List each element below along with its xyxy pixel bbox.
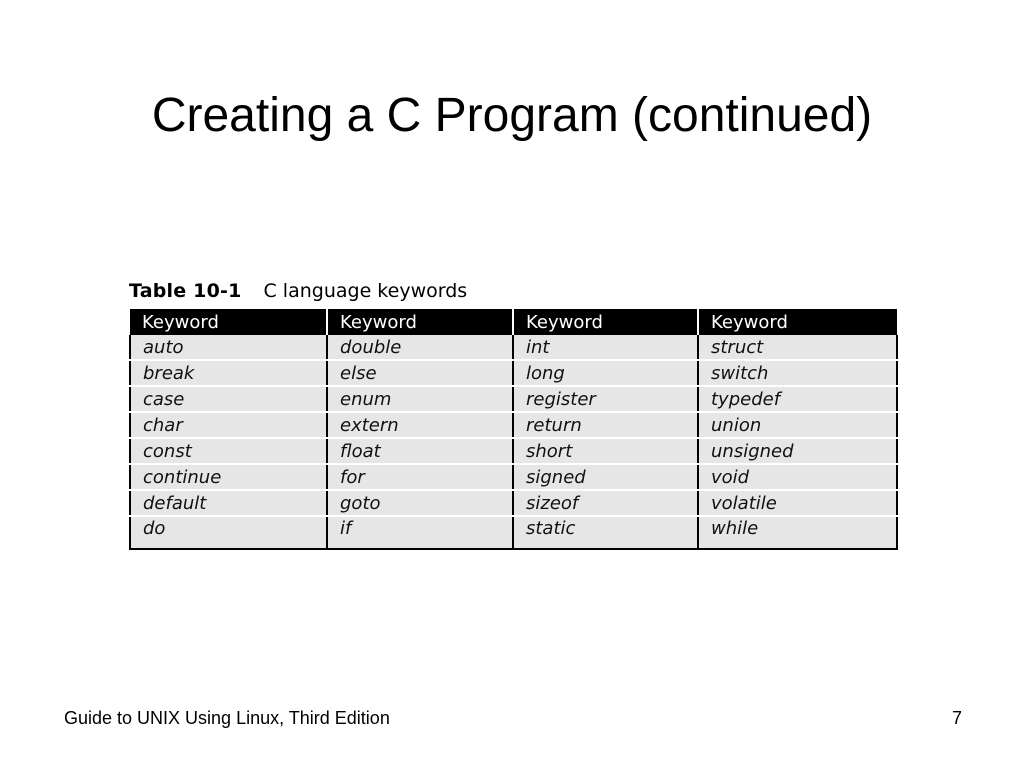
column-header: Keyword bbox=[698, 309, 897, 335]
table-caption bbox=[129, 278, 467, 304]
table-cell: goto bbox=[327, 490, 513, 516]
table-cell: double bbox=[327, 335, 513, 360]
table-cell: typedef bbox=[698, 386, 897, 412]
table-cell: static bbox=[513, 516, 698, 549]
table-row bbox=[130, 516, 897, 549]
table-cell: char bbox=[130, 412, 327, 438]
table-caption-text: C language keywords bbox=[263, 280, 468, 302]
table-cell: const bbox=[130, 438, 327, 464]
table-row bbox=[130, 490, 897, 516]
table-cell: long bbox=[513, 360, 698, 386]
table-caption-label: Table 10-1 bbox=[129, 280, 242, 302]
column-header: Keyword bbox=[513, 309, 698, 335]
table-cell: enum bbox=[327, 386, 513, 412]
keywords-table bbox=[129, 309, 898, 550]
table-row bbox=[130, 360, 897, 386]
table-row bbox=[130, 412, 897, 438]
table-cell: unsigned bbox=[698, 438, 897, 464]
table-cell: case bbox=[130, 386, 327, 412]
table-cell: switch bbox=[698, 360, 897, 386]
table-cell: register bbox=[513, 386, 698, 412]
table-row bbox=[130, 464, 897, 490]
column-header: Keyword bbox=[327, 309, 513, 335]
table-cell: float bbox=[327, 438, 513, 464]
slide-title: Creating a C Program (continued) bbox=[151, 89, 873, 142]
table-cell: void bbox=[698, 464, 897, 490]
table-cell: if bbox=[327, 516, 513, 549]
table-row bbox=[130, 335, 897, 360]
table-cell: auto bbox=[130, 335, 327, 360]
table-cell: while bbox=[698, 516, 897, 549]
table-cell: volatile bbox=[698, 490, 897, 516]
table-cell: signed bbox=[513, 464, 698, 490]
page-number: 7 bbox=[951, 708, 962, 728]
table-cell: break bbox=[130, 360, 327, 386]
table-cell: return bbox=[513, 412, 698, 438]
table-header-row bbox=[130, 309, 897, 335]
table-cell: struct bbox=[698, 335, 897, 360]
table-cell: sizeof bbox=[513, 490, 698, 516]
table-cell: continue bbox=[130, 464, 327, 490]
table-cell: int bbox=[513, 335, 698, 360]
table-row bbox=[130, 386, 897, 412]
table-cell: union bbox=[698, 412, 897, 438]
table-cell: extern bbox=[327, 412, 513, 438]
table-cell: else bbox=[327, 360, 513, 386]
table-cell: do bbox=[130, 516, 327, 549]
column-header: Keyword bbox=[130, 309, 327, 335]
table-cell: default bbox=[130, 490, 327, 516]
footer-source: Guide to UNIX Using Linux, Third Edition bbox=[64, 708, 390, 728]
table-row bbox=[130, 438, 897, 464]
table-cell: short bbox=[513, 438, 698, 464]
table-cell: for bbox=[327, 464, 513, 490]
